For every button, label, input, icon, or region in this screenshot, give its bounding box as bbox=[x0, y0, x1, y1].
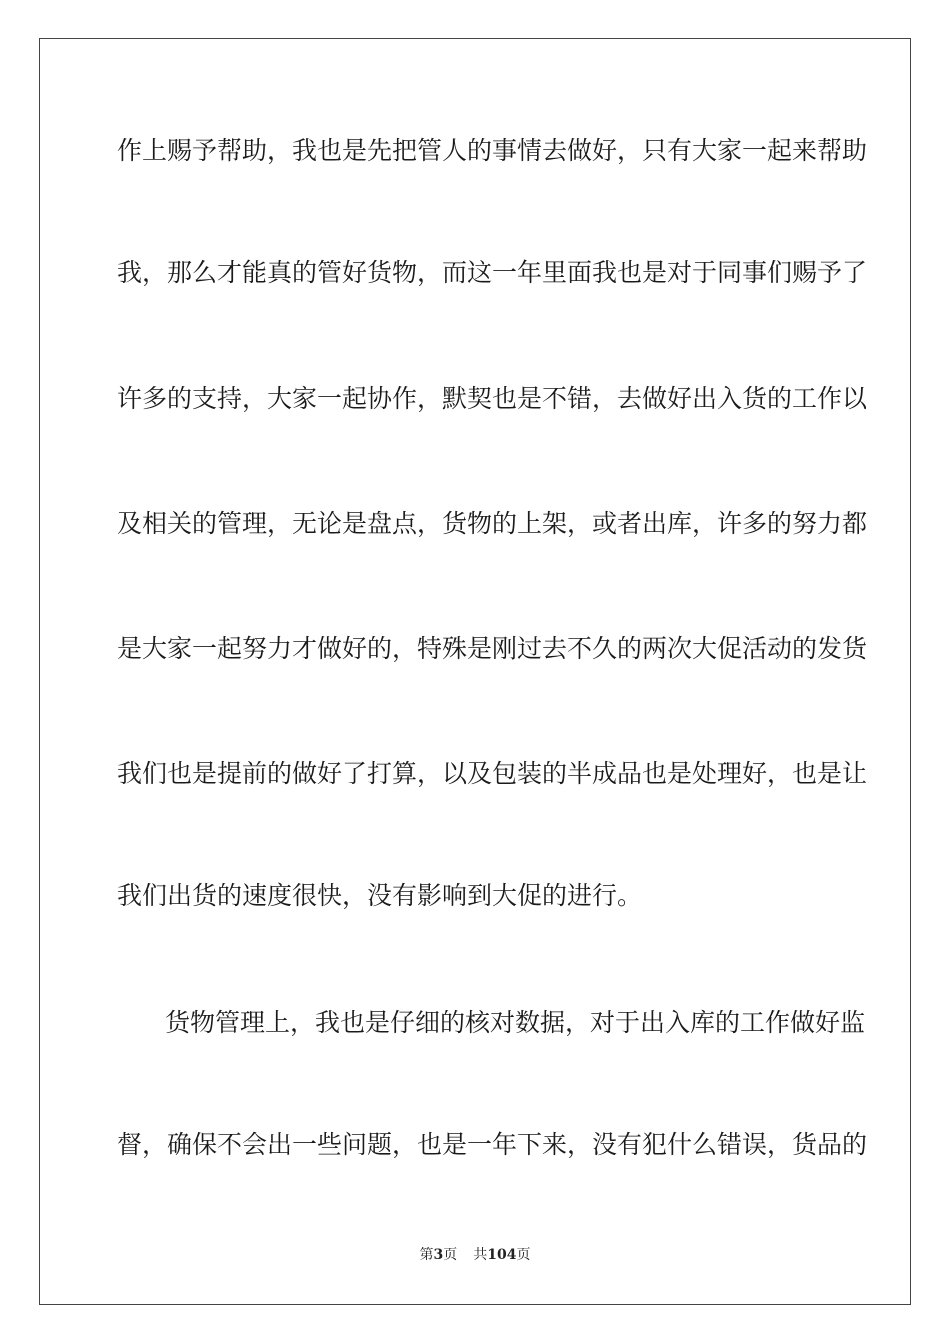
page-border bbox=[39, 38, 911, 1305]
text-line-6: 我们也是提前的做好了打算，以及包装的半成品也是处理好，也是让 bbox=[117, 759, 868, 788]
text-line-4: 及相关的管理，无论是盘点，货物的上架，或者出库，许多的努力都 bbox=[117, 509, 868, 538]
page-number: 3 bbox=[433, 1247, 444, 1263]
total-pages: 104 bbox=[487, 1247, 517, 1263]
text-line-2: 我，那么才能真的管好货物，而这一年里面我也是对于同事们赐予了 bbox=[117, 258, 868, 287]
text-line-7: 我们出货的速度很快，没有影响到大促的进行。 bbox=[117, 881, 643, 910]
text-line-5: 是大家一起努力才做好的，特殊是刚过去不久的两次大促活动的发货 bbox=[117, 634, 868, 663]
text-line-9: 督，确保不会出一些问题，也是一年下来，没有犯什么错误，货品的 bbox=[117, 1130, 868, 1159]
total-suffix: 页 bbox=[516, 1247, 531, 1263]
text-line-3: 许多的支持，大家一起协作，默契也是不错，去做好出入货的工作以 bbox=[117, 384, 868, 413]
total-prefix: 共 bbox=[473, 1247, 488, 1263]
page-prefix: 第 bbox=[419, 1247, 434, 1263]
text-line-8: 货物管理上，我也是仔细的核对数据，对于出入库的工作做好监 bbox=[165, 1008, 866, 1037]
text-line-1: 作上赐予帮助，我也是先把管人的事情去做好，只有大家一起来帮助 bbox=[117, 136, 868, 165]
page-footer bbox=[0, 1246, 950, 1264]
page-suffix: 页 bbox=[443, 1247, 458, 1263]
